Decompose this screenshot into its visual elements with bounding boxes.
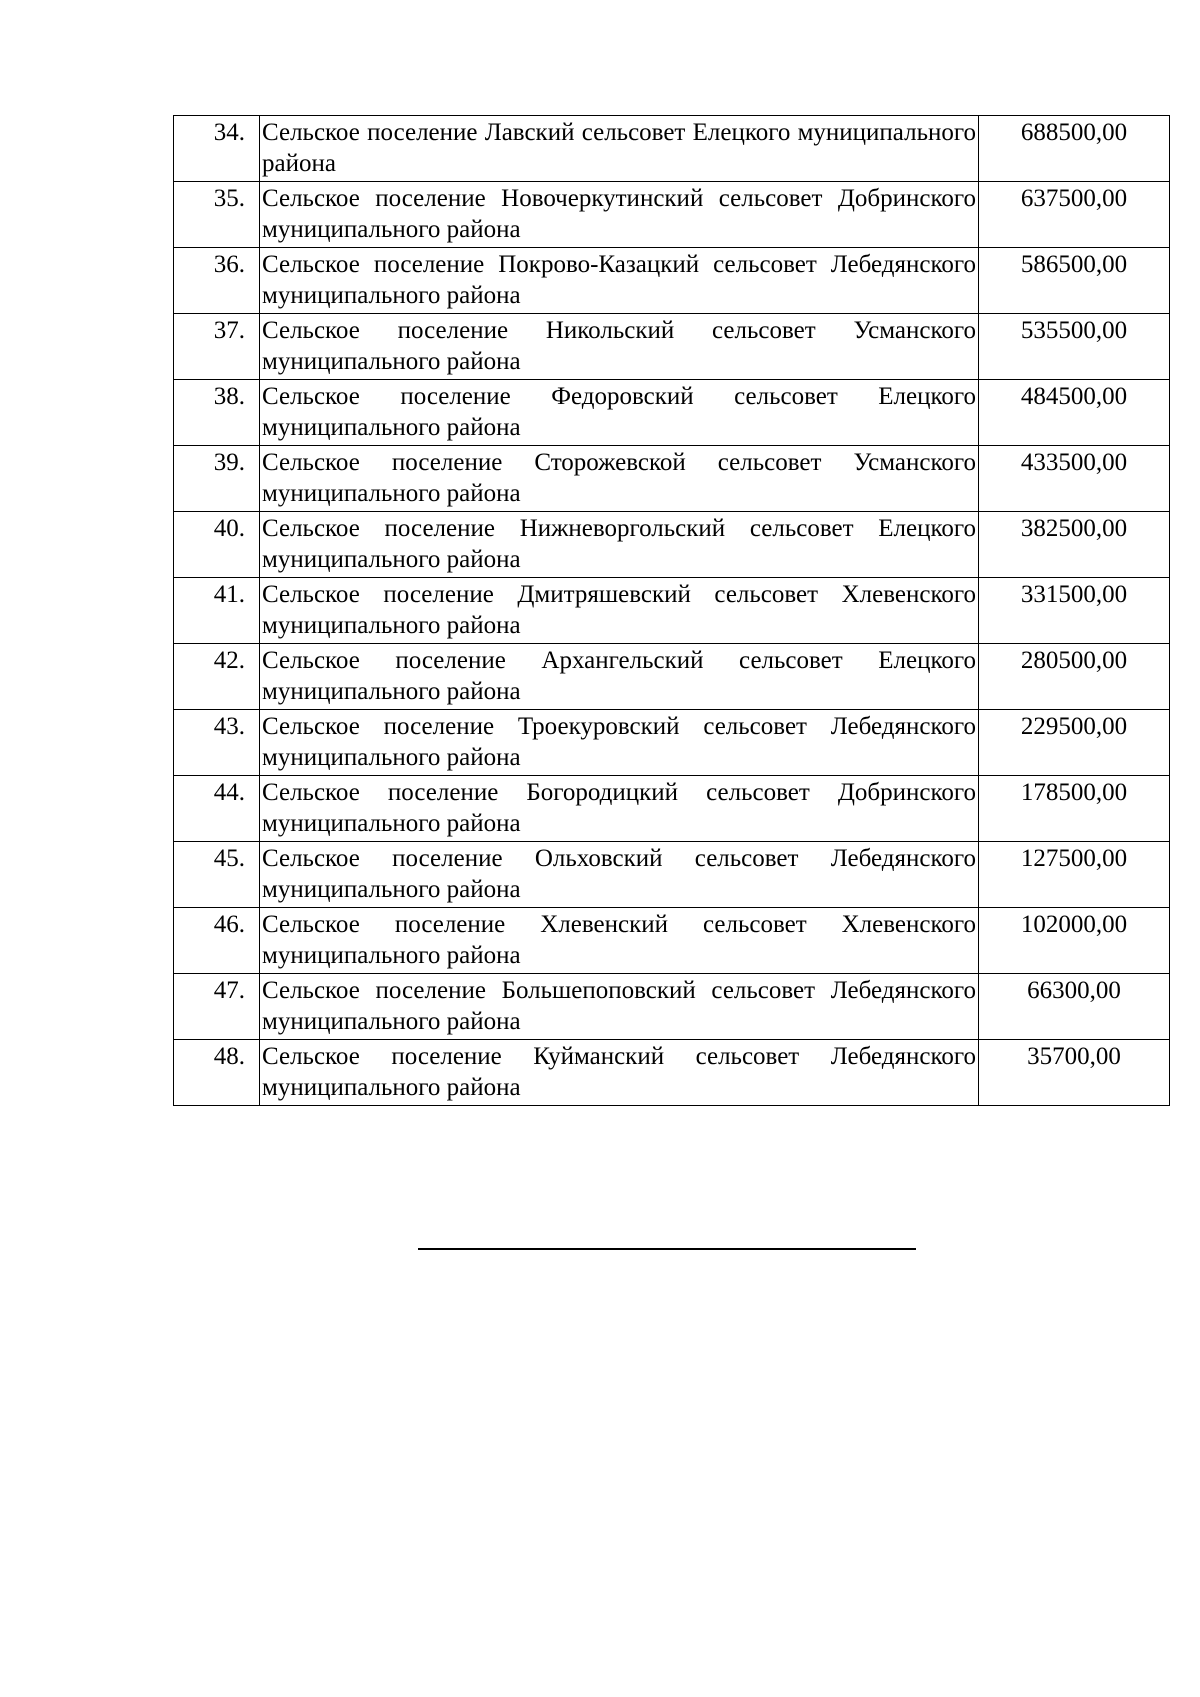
settlement-name: Сельское поселение Сторожевской сельсовет Усманского муниципального района xyxy=(260,446,979,512)
table-row xyxy=(174,1040,1170,1106)
allocation-amount: 178500,00 xyxy=(979,776,1170,842)
row-number: 35. xyxy=(174,182,260,248)
allocation-amount: 382500,00 xyxy=(979,512,1170,578)
row-number: 44. xyxy=(174,776,260,842)
settlement-name: Сельское поселение Большепоповский сельсовет Лебедянского муниципального района xyxy=(260,974,979,1040)
settlement-name: Сельское поселение Лавский сельсовет Елецкого муниципального района xyxy=(260,116,979,182)
table-row xyxy=(174,776,1170,842)
table-row xyxy=(174,644,1170,710)
row-number: 45. xyxy=(174,842,260,908)
table-row xyxy=(174,974,1170,1040)
table-row xyxy=(174,512,1170,578)
settlement-name: Сельское поселение Федоровский сельсовет Елецкого муниципального района xyxy=(260,380,979,446)
allocation-amount: 586500,00 xyxy=(979,248,1170,314)
closing-divider-line xyxy=(418,1248,916,1250)
table-row xyxy=(174,446,1170,512)
table-row xyxy=(174,248,1170,314)
allocation-amount: 688500,00 xyxy=(979,116,1170,182)
allocation-amount: 484500,00 xyxy=(979,380,1170,446)
allocation-table-body xyxy=(174,116,1170,1106)
table-row xyxy=(174,116,1170,182)
row-number: 36. xyxy=(174,248,260,314)
row-number: 47. xyxy=(174,974,260,1040)
table-row xyxy=(174,578,1170,644)
table-row xyxy=(174,380,1170,446)
allocation-amount: 535500,00 xyxy=(979,314,1170,380)
row-number: 42. xyxy=(174,644,260,710)
row-number: 43. xyxy=(174,710,260,776)
settlement-name: Сельское поселение Богородицкий сельсовет Добринского муниципального района xyxy=(260,776,979,842)
row-number: 38. xyxy=(174,380,260,446)
allocation-amount: 331500,00 xyxy=(979,578,1170,644)
allocation-amount: 35700,00 xyxy=(979,1040,1170,1106)
row-number: 46. xyxy=(174,908,260,974)
settlement-name: Сельское поселение Покрово-Казацкий сельсовет Лебедянского муниципального района xyxy=(260,248,979,314)
allocation-amount: 637500,00 xyxy=(979,182,1170,248)
settlement-name: Сельское поселение Новочеркутинский сельсовет Добринского муниципального района xyxy=(260,182,979,248)
table-row xyxy=(174,314,1170,380)
settlement-name: Сельское поселение Ольховский сельсовет Лебедянского муниципального района xyxy=(260,842,979,908)
row-number: 37. xyxy=(174,314,260,380)
row-number: 40. xyxy=(174,512,260,578)
row-number: 48. xyxy=(174,1040,260,1106)
settlement-name: Сельское поселение Дмитряшевский сельсовет Хлевенского муниципального района xyxy=(260,578,979,644)
row-number: 39. xyxy=(174,446,260,512)
table-row xyxy=(174,182,1170,248)
allocation-amount: 433500,00 xyxy=(979,446,1170,512)
settlement-name: Сельское поселение Никольский сельсовет Усманского муниципального района xyxy=(260,314,979,380)
allocation-amount: 280500,00 xyxy=(979,644,1170,710)
allocation-amount: 127500,00 xyxy=(979,842,1170,908)
settlement-name: Сельское поселение Хлевенский сельсовет Хлевенского муниципального района xyxy=(260,908,979,974)
settlement-name: Сельское поселение Куйманский сельсовет Лебедянского муниципального района xyxy=(260,1040,979,1106)
row-number: 41. xyxy=(174,578,260,644)
settlement-name: Сельское поселение Нижневоргольский сельсовет Елецкого муниципального района xyxy=(260,512,979,578)
table-row xyxy=(174,710,1170,776)
allocation-table xyxy=(173,115,1170,1106)
allocation-amount: 102000,00 xyxy=(979,908,1170,974)
table-row xyxy=(174,842,1170,908)
settlement-name: Сельское поселение Архангельский сельсовет Елецкого муниципального района xyxy=(260,644,979,710)
table-row xyxy=(174,908,1170,974)
allocation-amount: 229500,00 xyxy=(979,710,1170,776)
settlement-name: Сельское поселение Троекуровский сельсовет Лебедянского муниципального района xyxy=(260,710,979,776)
allocation-amount: 66300,00 xyxy=(979,974,1170,1040)
row-number: 34. xyxy=(174,116,260,182)
